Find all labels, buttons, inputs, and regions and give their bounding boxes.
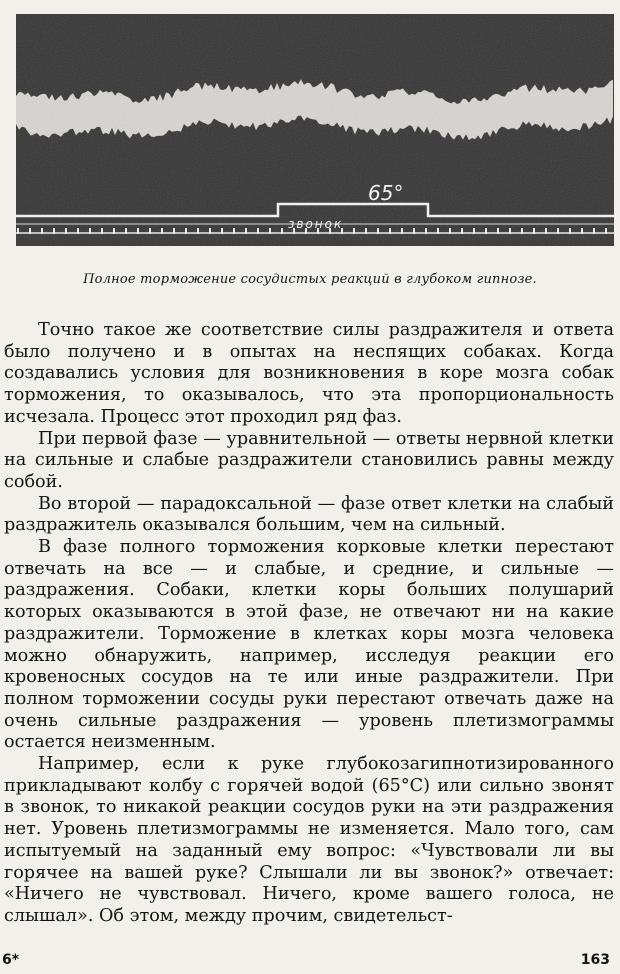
page-number: 163 <box>580 952 610 968</box>
signature-mark: 6* <box>2 952 20 968</box>
figure-caption: Полное торможение сосудистых реакций в глубоком гипнозе. <box>83 272 537 287</box>
body-text <box>4 320 614 928</box>
paragraph: Во второй — парадоксальной — фазе ответ клетки на слабый раздражитель оказывался большим, чем на сильный. <box>4 493 614 536</box>
plethysmogram-figure <box>16 14 614 246</box>
temperature-label: 65° <box>368 181 404 205</box>
paragraph: При первой фазе — уравнительной — ответы нервной клетки на сильные и слабые раздражители становились равны между собой. <box>4 428 614 492</box>
paragraph: В фазе полного торможения корковые клетки перестают отвечать на все — и слабые, и средние, и сильные — раздражения. Собаки, клетки коры больших полушарий которых оказываются в этой фазе, не отвечают ни на какие раздражители. Торможение в клетках коры мозга человека можно обнаружить, например, исследуя реакции его кровеносных сосудов на те или иные раздражители. При полном торможении сосуды руки перестают отвечать даже на очень сильные раздражения — уровень плетизмограммы остается неизменным. <box>4 537 614 753</box>
paragraph: Точно такое же соответствие силы раздражителя и ответа было получено и в опытах на неспящих собаках. Когда создавались условия для возникновения в коре мозга собак торможения, то оказывалось, что эта пропорциональность исчезала. Процесс этот проходил ряд фаз. <box>4 320 614 427</box>
page-footer <box>0 950 620 972</box>
paragraph: Например, если к руке глубокозагипнотизированного прикладывают колбу с горячей водой (65°С) или сильно звонят в звонок, то никакой реакции сосудов руки на эти раздражения нет. Уровень плетизмограммы не изменяется. Мало того, сам испытуемый на заданный ему вопрос: «Чувствовали ли вы горячее на вашей руке? Слышали ли вы звонок?» отвечает: «Ничего не чувствовал. Ничего, кроме вашего голоса, не слышал». Об этом, между прочим, свидетельст- <box>4 754 614 926</box>
plethysmogram-trace <box>16 14 614 246</box>
bell-marker-label: звонок <box>288 217 344 231</box>
